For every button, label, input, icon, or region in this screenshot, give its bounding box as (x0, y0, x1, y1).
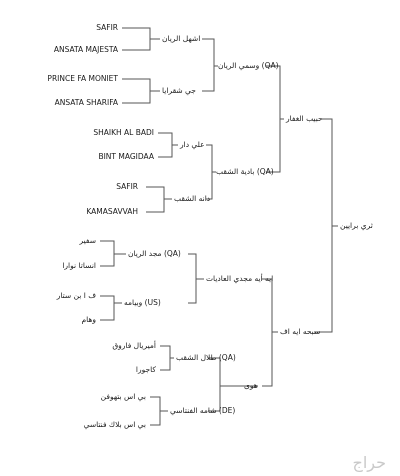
gggp-11: ف ا بن ستار (56, 291, 96, 300)
sire: حبيب الغفار (286, 114, 323, 123)
ggp-5: مجد الريان (QA) (128, 249, 181, 258)
dam-dam: هوى (244, 381, 258, 390)
dam-sire: ايه أيه مجدي العاديات (206, 274, 274, 283)
gggp-15: بي اس بتهوفن (100, 392, 146, 401)
ggp-2: جي شقرايا (162, 86, 196, 95)
gggp-16: بي اس بلاك فنتاسي (83, 420, 146, 429)
ggp-6: وبيامه (US) (124, 298, 161, 307)
ggp-8: شامه الفنتاسي (DE) (170, 406, 236, 415)
gggp-6: BINT MAGIDAA (98, 152, 154, 161)
watermark-logo: حراج (352, 453, 386, 472)
ggp-1: اشهل الريان (162, 34, 201, 43)
gggp-3: PRINCE FA MONIET (47, 74, 118, 83)
gggp-2: ANSATA MAJESTA (53, 45, 118, 54)
gggp-4: ANSATA SHARIFA (54, 98, 118, 107)
dam: سبحه ايه اف (280, 327, 321, 336)
ggp-3: علي دار (180, 140, 205, 149)
gggp-8: KAMASAVVAH (86, 207, 138, 216)
sire-dam: بادية الشقب (QA) (216, 167, 274, 176)
gggp-5: SHAIKH AL BADI (93, 128, 154, 137)
gggp-10: انساتا نوارا (62, 261, 96, 270)
ggp-4: دانه الشقب (174, 194, 211, 203)
gggp-14: كاجورا (135, 365, 156, 374)
sire-sire: وسمي الريان (QA) (218, 61, 279, 70)
gggp-12: وهام (81, 315, 96, 324)
ggp-7: طلال الشقب (QA) (176, 353, 236, 362)
gggp-7: SAFIR (116, 182, 138, 191)
gggp-1: SAFIR (96, 23, 118, 32)
subject-horse: ثري برايين (340, 221, 373, 230)
gggp-13: أميريال فاروق (112, 341, 156, 350)
gggp-9: سفير (79, 236, 96, 245)
